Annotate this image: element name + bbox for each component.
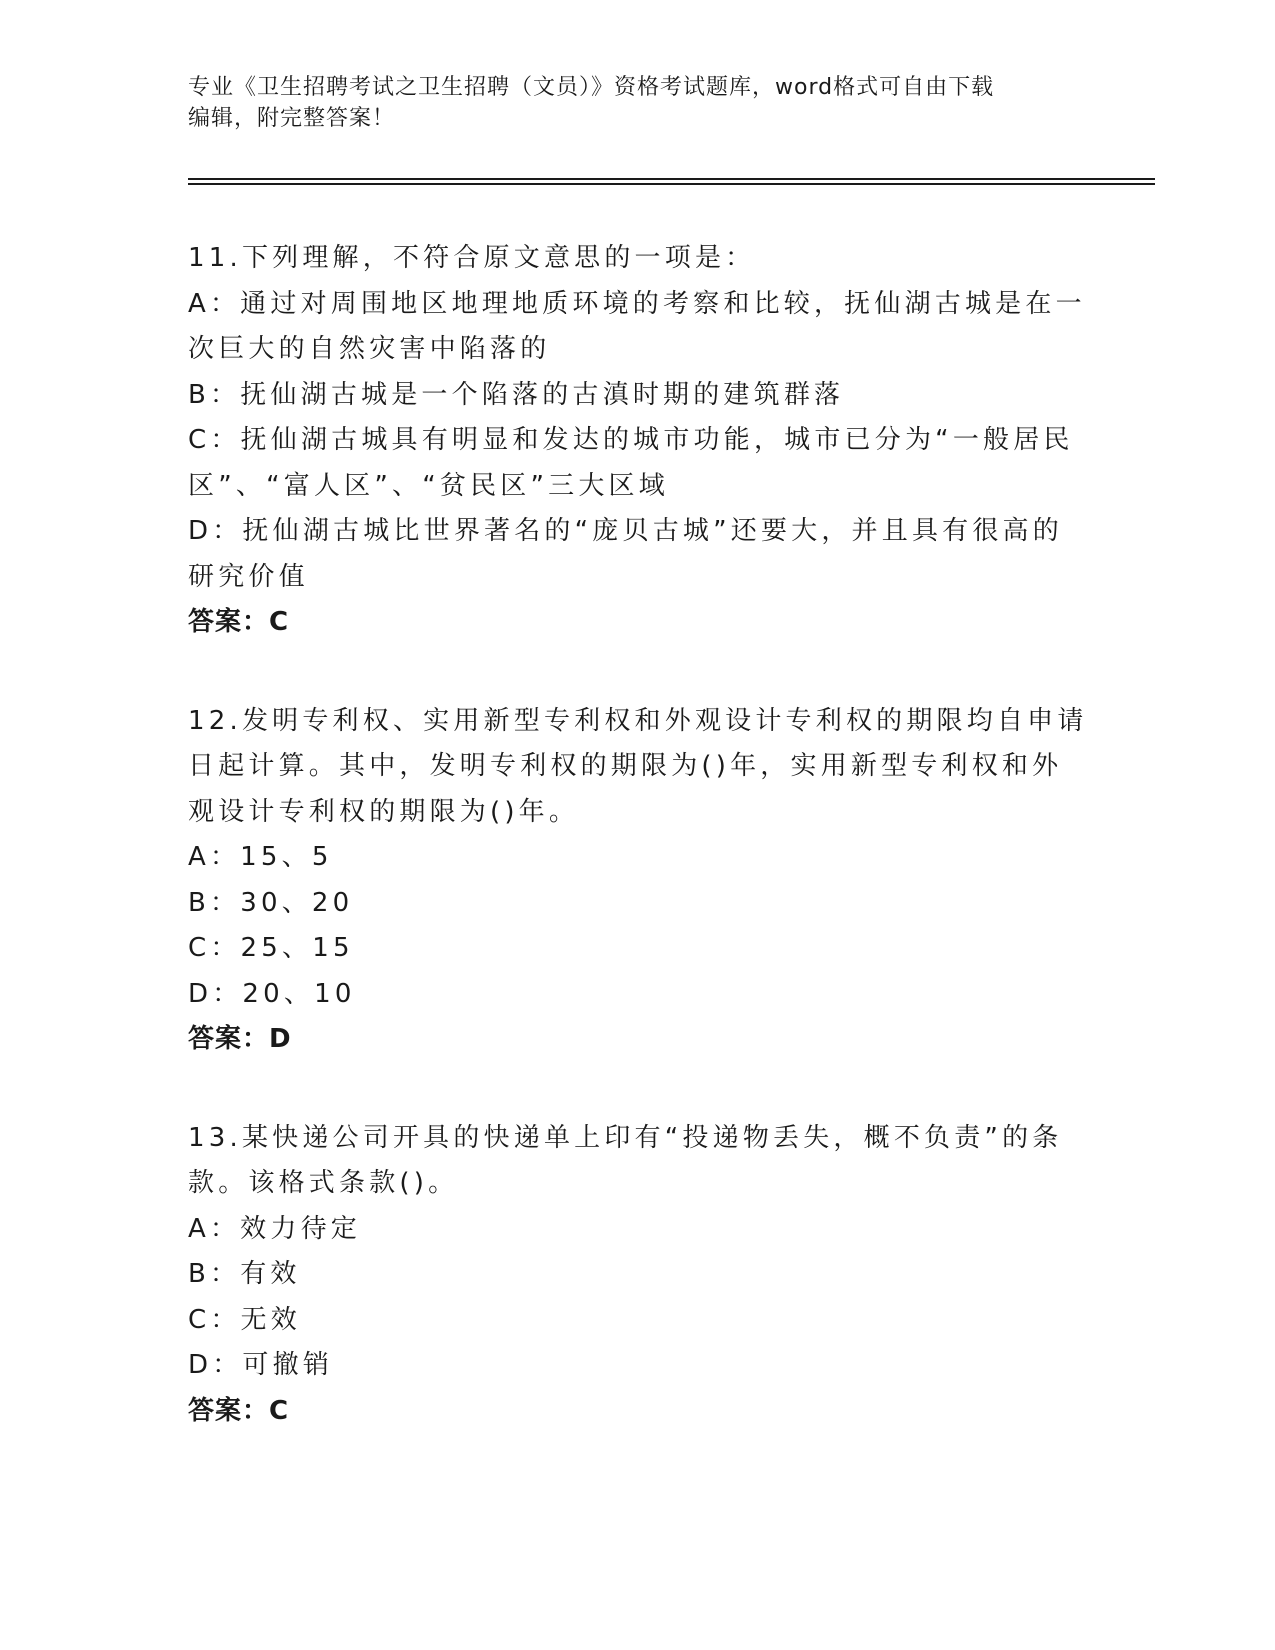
question-stem: 12.发明专利权、实用新型专利权和外观设计专利权的期限均自申请日起计算。其中，发明专利权的期限为()年，实用新型专利权和外观设计专利权的期限为()年。 <box>188 705 1088 827</box>
option-b: B：抚仙湖古城是一个陷落的古滇时期的建筑群落 <box>188 379 845 410</box>
header-divider-top <box>188 178 1155 180</box>
option-c: C：抚仙湖古城具有明显和发达的城市功能，城市已分为“一般居民区”、“富人区”、“贫民区”三大区域 <box>188 425 1074 501</box>
question-12 <box>188 699 1088 1063</box>
answer-label: 答案：C <box>188 607 290 637</box>
option-d: D：可撤销 <box>188 1350 334 1380</box>
option-a: A：效力待定 <box>188 1213 361 1244</box>
option-c: C：25、15 <box>188 933 354 963</box>
header-divider-bottom <box>188 183 1155 185</box>
question-stem: 11.下列理解，不符合原文意思的一项是： <box>188 243 756 273</box>
question-stem: 13.某快递公司开具的快递单上印有“投递物丢失，概不负责”的条款。该格式条款()。 <box>188 1122 1063 1198</box>
question-list <box>188 236 1088 1487</box>
question-13 <box>188 1116 1088 1435</box>
option-b: B：有效 <box>188 1259 301 1289</box>
option-d: D：20、10 <box>188 978 356 1009</box>
answer-label: 答案：D <box>188 1024 292 1054</box>
question-11 <box>188 236 1088 646</box>
option-d: D：抚仙湖古城比世界著名的“庞贝古城”还要大，并且具有很高的研究价值 <box>188 516 1063 592</box>
option-c: C：无效 <box>188 1304 301 1335</box>
answer-label: 答案：C <box>188 1395 290 1426</box>
option-a: A：15、5 <box>188 842 333 872</box>
option-b: B：30、20 <box>188 887 354 918</box>
header-line-2: 编辑，附完整答案！ <box>188 106 396 131</box>
document-header <box>188 72 1088 134</box>
header-line-1: 专业《卫生招聘考试之卫生招聘（文员）》资格考试题库，word格式可自由下载 <box>188 75 995 100</box>
option-a: A：通过对周围地区地理地质环境的考察和比较，抚仙湖古城是在一次巨大的自然灾害中陷落的 <box>188 288 1086 364</box>
